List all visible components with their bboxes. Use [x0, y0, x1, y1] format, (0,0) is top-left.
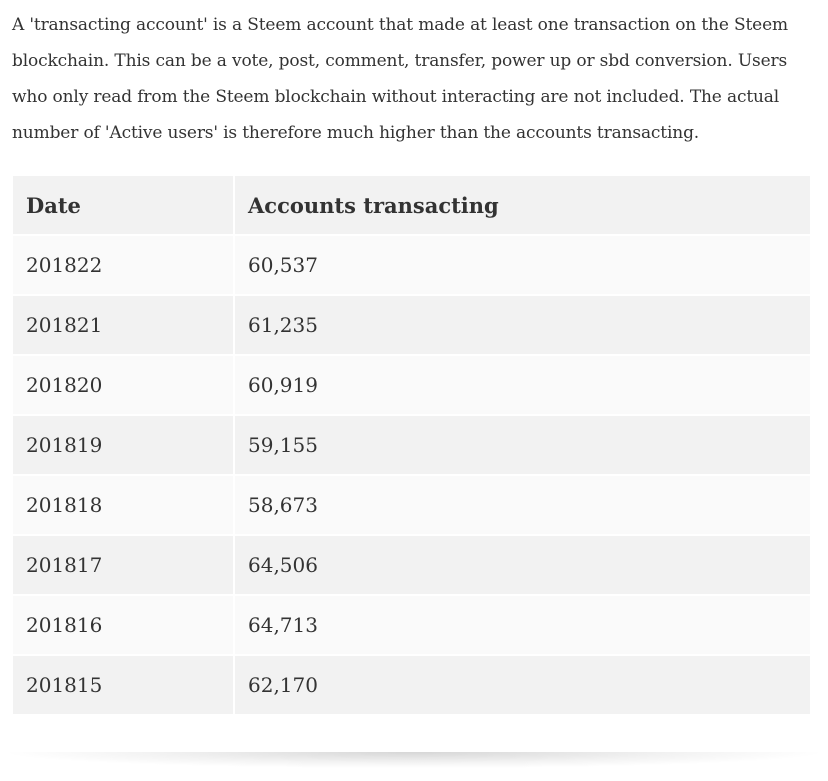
cell-date: 201822 [13, 236, 235, 296]
cell-accounts: 64,713 [235, 596, 810, 656]
cell-date: 201815 [13, 656, 235, 716]
table-row [13, 356, 810, 416]
cell-accounts: 64,506 [235, 536, 810, 596]
cell-date: 201819 [13, 416, 235, 476]
table-row [13, 536, 810, 596]
card-bottom-shadow [10, 752, 818, 768]
cell-date: 201821 [13, 296, 235, 356]
table-row [13, 476, 810, 536]
intro-paragraph: A 'transacting account' is a Steem account that made at least one transaction on the Steem blockchain. This can be a vote, post, comment, transfer, power up or sbd conversion. Users who only read from the Steem blockchain without interacting are not included. The actual number of 'Active users' is therefore much higher than the accounts transacting. [12, 15, 788, 143]
table-row [13, 656, 810, 716]
cell-accounts: 60,919 [235, 356, 810, 416]
cell-accounts: 59,155 [235, 416, 810, 476]
table-row [13, 236, 810, 296]
table-row [13, 416, 810, 476]
cell-accounts: 60,537 [235, 236, 810, 296]
cell-accounts: 58,673 [235, 476, 810, 536]
accounts-transacting-table [13, 176, 810, 716]
table-row [13, 596, 810, 656]
cell-date: 201816 [13, 596, 235, 656]
cell-accounts: 61,235 [235, 296, 810, 356]
cell-date: 201818 [13, 476, 235, 536]
header-accounts-transacting: Accounts transacting [235, 176, 810, 236]
cell-date: 201820 [13, 356, 235, 416]
cell-date: 201817 [13, 536, 235, 596]
table-header-row [13, 176, 810, 236]
table-row [13, 296, 810, 356]
header-date: Date [13, 176, 235, 236]
cell-accounts: 62,170 [235, 656, 810, 716]
